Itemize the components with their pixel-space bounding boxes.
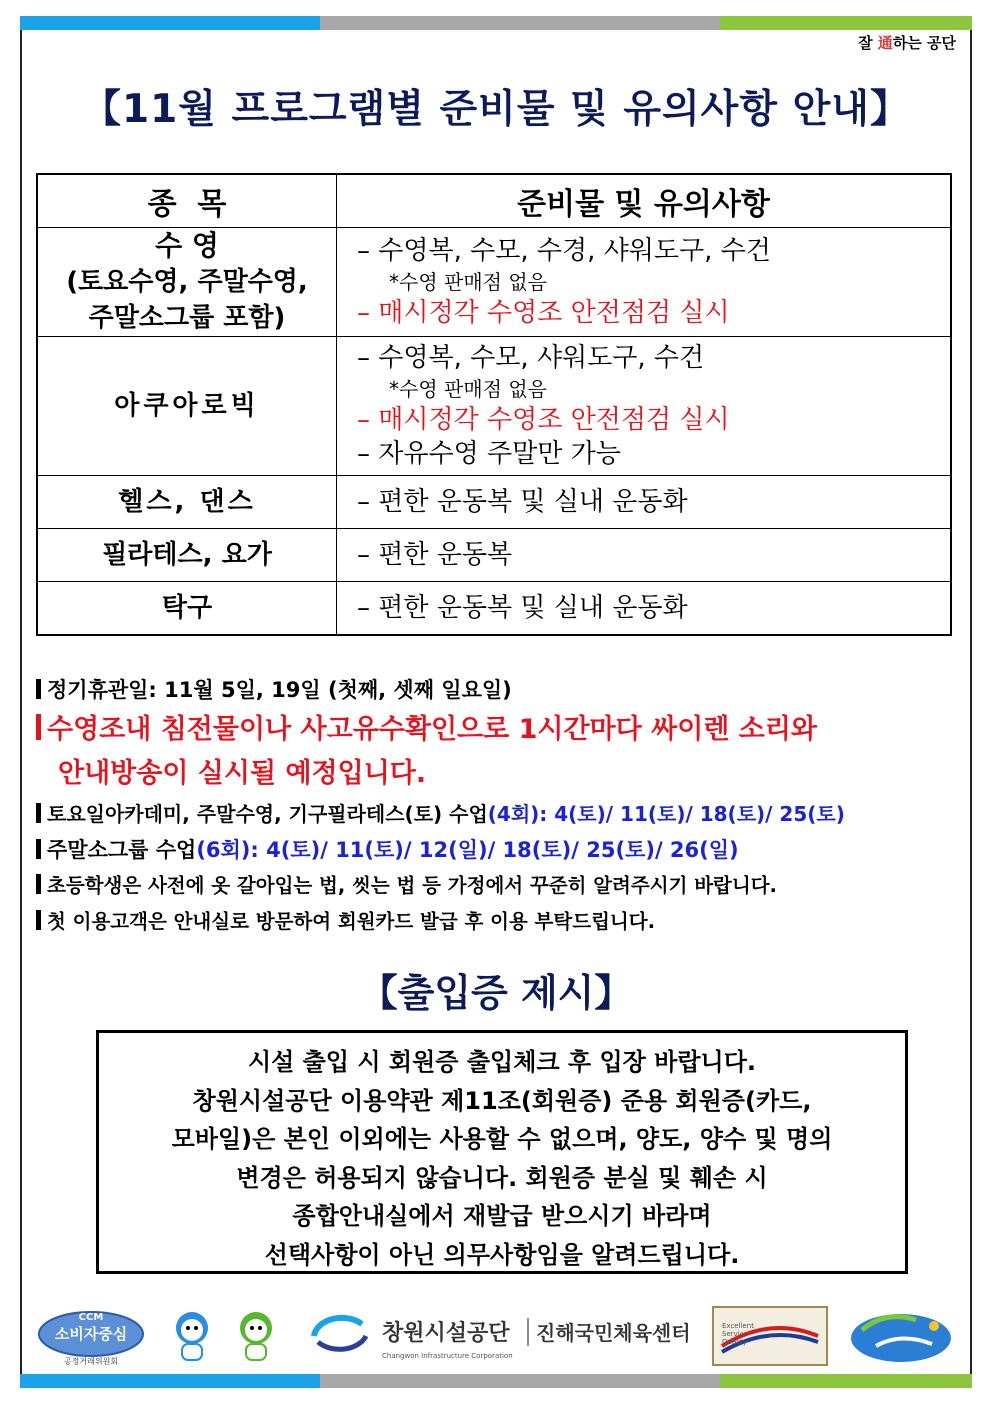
table-row (37, 529, 951, 582)
ccm-logo (36, 1306, 146, 1366)
top-color-bar (20, 16, 972, 30)
program-notes: – 편한 운동복 및 실내 운동화 (337, 476, 952, 529)
page-title: 【11월 프로그램별 준비물 및 유의사항 안내】 (82, 87, 910, 132)
slogan: 잘 通하는 공단 (858, 34, 956, 52)
svg-text:CCM: CCM (78, 1312, 104, 1323)
header-notes: 준비물 및 유의사항 (337, 174, 952, 228)
id-section-title: 【출입증 제시】 (359, 971, 633, 1015)
service-quality-badge (712, 1306, 828, 1366)
table-row (37, 582, 951, 635)
program-name: 아쿠아로빅 (37, 337, 337, 476)
table-row (37, 337, 951, 476)
mascot-green-icon (228, 1306, 284, 1366)
svg-text:Service: Service (722, 1330, 748, 1338)
program-notes: – 수영복, 수모, 수경, 샤워도구, 수건 *수영 판매점 없음 – 매시정각 수영조 안전점검 실시 (337, 228, 952, 337)
svg-text:창원시설공단: 창원시설공단 (382, 1321, 510, 1346)
table-header-row (37, 174, 951, 228)
city-slogan-emblem (846, 1306, 956, 1366)
program-notes: – 편한 운동복 및 실내 운동화 (337, 582, 952, 635)
id-notice-box: 시설 출입 시 회원증 출입체크 후 입장 바랍니다. 창원시설공단 이용약관 제11조(회원증) 준용 회원증(카드, 모바일)은 본인 이외에는 사용할 수 없으며, 양도, 양수 및 명의 변경은 허용되지 않습니다. 회원증 분실 및 훼손 시 종합안내실에서 재발급 받으시기 바라며 선택사항이 아닌 의무사항임을 알려드립니다. (96, 1030, 908, 1274)
notice-closed-days: 정기휴관일: 11월 5일, 19일 (첫째, 셋째 일요일) (36, 672, 976, 708)
footer-logos (36, 1306, 966, 1368)
svg-text:Excellent: Excellent (722, 1322, 754, 1330)
org-logo (306, 1306, 696, 1366)
table-row (37, 228, 951, 337)
bottom-color-bar (20, 1374, 972, 1388)
svg-text:Quality: Quality (722, 1338, 748, 1346)
svg-text:공정거래위원회: 공정거래위원회 (63, 1357, 119, 1366)
program-notes: – 수영복, 수모, 샤워도구, 수건 *수영 판매점 없음 – 매시정각 수영조 안전점검 실시 – 자유수영 주말만 가능 (337, 337, 952, 476)
svg-text:Changwon Infrastructure Corpor: Changwon Infrastructure Corporation (382, 1352, 513, 1360)
notice-kids: 초등학생은 사전에 옷 갈아입는 법, 씻는 법 등 가정에서 꾸준히 알려주시기 바랍니다. (36, 868, 976, 904)
program-notes: – 편한 운동복 (337, 529, 952, 582)
program-table (36, 173, 952, 636)
program-name: 수 영 (토요수영, 주말수영, 주말소그룹 포함) (37, 228, 337, 337)
program-name: 헬스, 댄스 (37, 476, 337, 529)
notice-first-visit: 첫 이용고객은 안내실로 방문하여 회원카드 발급 후 이용 부탁드립니다. (36, 904, 976, 940)
table-row (37, 476, 951, 529)
notice-list (36, 672, 976, 940)
header-program: 종 목 (37, 174, 337, 228)
svg-text:진해국민체육센터: 진해국민체육센터 (536, 1321, 691, 1345)
notice-weekend-classes: 주말소그룹 수업(6회): 4(토)/ 11(토)/ 12(일)/ 18(토)/ 25(토)/ 26(일) (36, 832, 976, 868)
svg-text:소비자중심: 소비자중심 (54, 1325, 128, 1343)
program-name: 필라테스, 요가 (37, 529, 337, 582)
mascot-blue-icon (164, 1306, 220, 1366)
notice-siren: 수영조내 침전물이나 사고유수확인으로 1시간마다 싸이렌 소리와 (36, 708, 976, 752)
program-name: 탁구 (37, 582, 337, 635)
notice-saturday-classes: 토요일아카데미, 주말수영, 기구필라테스(토) 수업(4회): 4(토)/ 11(토)/ 18(토)/ 25(토) (36, 796, 976, 832)
notice-siren-cont: 안내방송이 실시될 예정입니다. (58, 758, 427, 789)
